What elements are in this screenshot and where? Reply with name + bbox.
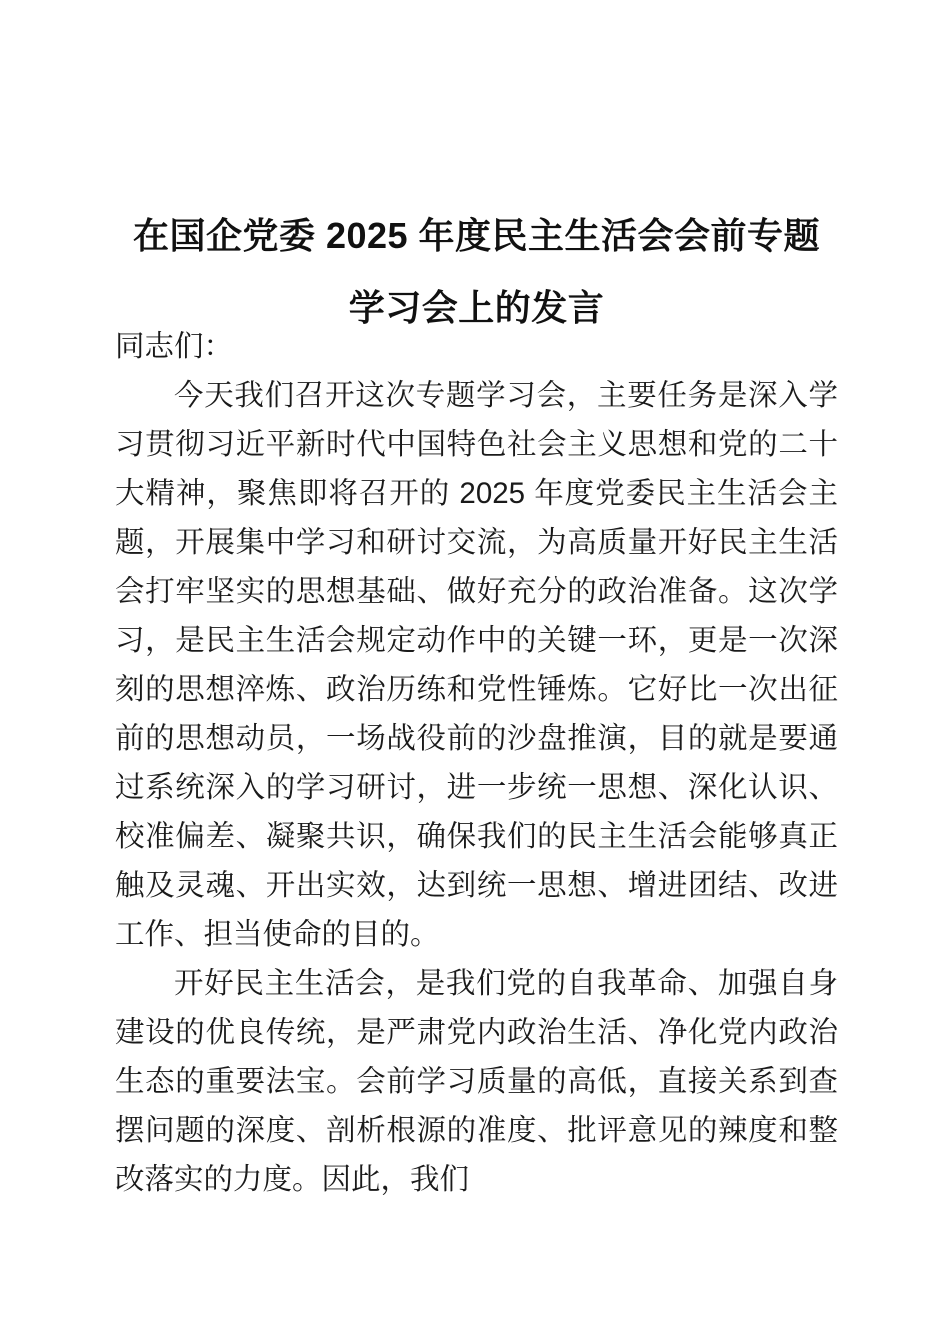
- document-body: [115, 322, 838, 1204]
- body-paragraph-2: 开好民主生活会，是我们党的自我革命、加强自身建设的优良传统，是严肃党内政治生活、净化党内政治生态的重要法宝。会前学习质量的高低，直接关系到查摆问题的深度、剖析根源的准度、批评意见的辣度和整改落实的力度。因此，我们: [115, 967, 838, 1196]
- salutation-line: 同志们：: [115, 330, 234, 363]
- body-paragraph-1: 今天我们召开这次专题学习会，主要任务是深入学习贯彻习近平新时代中国特色社会主义思想和党的二十大精神，聚焦即将召开的 2025 年度党委民主生活会主题，开展集中学习和研讨交流，为高质量开好民主生活会打牢坚实的思想基础、做好充分的政治准备。这次学习，是民主生活会规定动作中的关键一环，更是一次深刻的思想淬炼、政治历练和党性锤炼。它好比一次出征前的思想动员，一场战役前的沙盘推演，目的就是要通过系统深入的学习研讨，进一步统一思想、深化认识、校准偏差、凝聚共识，确保我们的民主生活会能够真正触及灵魂、开出实效，达到统一思想、增进团结、改进工作、担当使命的目的。: [115, 379, 838, 951]
- document-title: 在国企党委 2025 年度民主生活会会前专题学习会上的发言: [132, 215, 821, 329]
